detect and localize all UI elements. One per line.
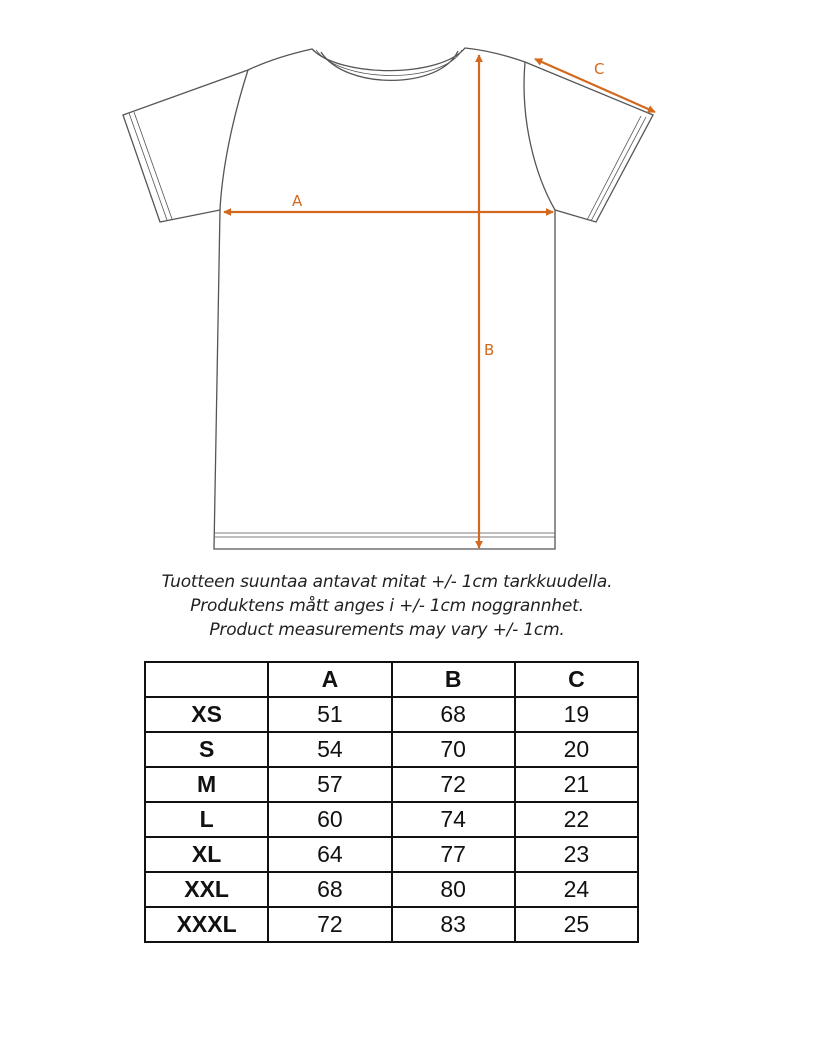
value-c: 24 xyxy=(515,872,638,907)
note-line-en: Product measurements may vary +/- 1cm. xyxy=(209,620,565,640)
value-a: 60 xyxy=(268,802,391,837)
value-b: 80 xyxy=(392,872,515,907)
value-b: 72 xyxy=(392,767,515,802)
value-b: 83 xyxy=(392,907,515,942)
right-armhole xyxy=(524,62,555,210)
table-row xyxy=(145,802,638,837)
header-c: C xyxy=(515,662,638,697)
header-b: B xyxy=(392,662,515,697)
label-a: A xyxy=(292,192,303,210)
table-row xyxy=(145,697,638,732)
value-c: 21 xyxy=(515,767,638,802)
collar-inner xyxy=(321,51,458,80)
value-a: 72 xyxy=(268,907,391,942)
label-b: B xyxy=(484,341,495,359)
right-sleeve-hem xyxy=(587,116,646,221)
header-size xyxy=(145,662,268,697)
value-b: 77 xyxy=(392,837,515,872)
header-a: A xyxy=(268,662,391,697)
label-c: C xyxy=(594,60,605,78)
value-a: 64 xyxy=(268,837,391,872)
left-sleeve-hem xyxy=(129,112,172,220)
value-c: 23 xyxy=(515,837,638,872)
table-header-row xyxy=(145,662,638,697)
value-c: 19 xyxy=(515,697,638,732)
note-line-fi: Tuotteen suuntaa antavat mitat +/- 1cm tarkkuudella. xyxy=(161,572,613,592)
value-c: 20 xyxy=(515,732,638,767)
value-c: 22 xyxy=(515,802,638,837)
size-cell: L xyxy=(145,802,268,837)
value-a: 54 xyxy=(268,732,391,767)
note-line-sv: Produktens mått anges i +/- 1cm noggrannhet. xyxy=(190,596,584,616)
value-b: 74 xyxy=(392,802,515,837)
value-a: 57 xyxy=(268,767,391,802)
value-a: 68 xyxy=(268,872,391,907)
value-a: 51 xyxy=(268,697,391,732)
measurement-arrows xyxy=(224,55,655,548)
size-cell: S xyxy=(145,732,268,767)
size-cell: XXXL xyxy=(145,907,268,942)
size-cell: XL xyxy=(145,837,268,872)
table-row xyxy=(145,872,638,907)
tshirt-outline xyxy=(123,48,653,549)
value-b: 70 xyxy=(392,732,515,767)
measurement-note xyxy=(0,570,774,642)
tshirt-body xyxy=(123,48,653,549)
bottom-hem xyxy=(215,533,555,537)
size-cell: XS xyxy=(145,697,268,732)
table-row xyxy=(145,732,638,767)
table-body xyxy=(145,697,638,942)
table-row xyxy=(145,907,638,942)
value-b: 68 xyxy=(392,697,515,732)
size-table xyxy=(144,661,639,943)
size-cell: M xyxy=(145,767,268,802)
table-row xyxy=(145,837,638,872)
value-c: 25 xyxy=(515,907,638,942)
left-armhole xyxy=(220,70,248,210)
table-row xyxy=(145,767,638,802)
size-cell: XXL xyxy=(145,872,268,907)
